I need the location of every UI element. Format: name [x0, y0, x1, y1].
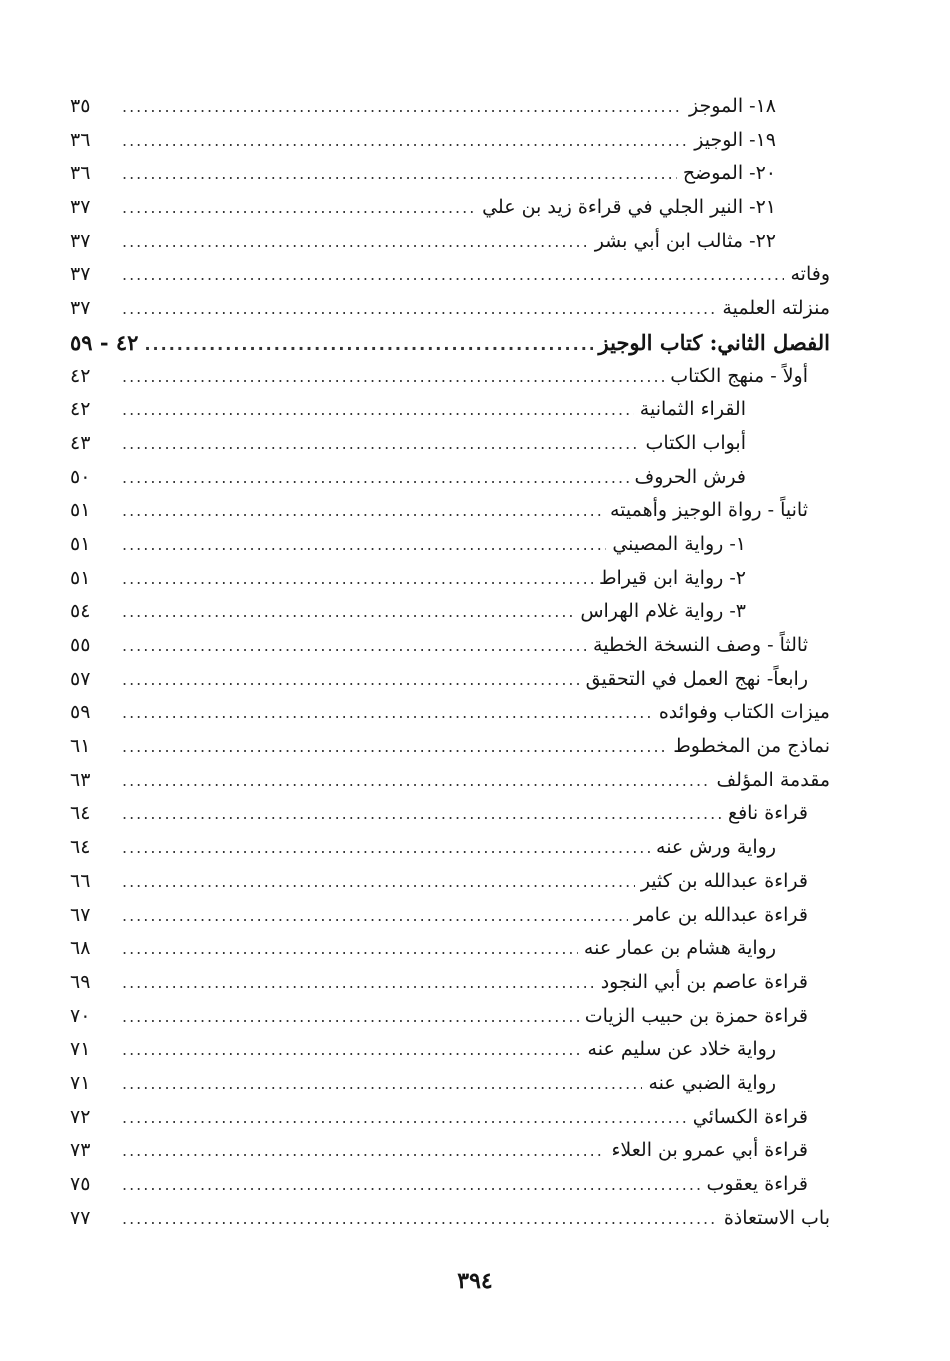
- dot-leader: [122, 427, 639, 461]
- dot-leader: [122, 157, 677, 191]
- toc-entry: [70, 292, 830, 326]
- dot-leader: [122, 1033, 582, 1067]
- toc-entry-title: فرش الحروف: [634, 465, 746, 488]
- dot-leader: [122, 663, 580, 697]
- toc-entry: [70, 696, 830, 730]
- dot-leader: [122, 629, 587, 663]
- toc-chapter-heading: [70, 326, 830, 360]
- toc-entry-page: ٧٧: [70, 1206, 91, 1229]
- dot-leader: [122, 1101, 687, 1135]
- toc-entry-title: منزلته العلمية: [722, 297, 830, 320]
- toc-entry-title: الفصل الثاني: كتاب الوجيز: [598, 329, 830, 355]
- toc-entry: [70, 1000, 830, 1034]
- toc-entry: [70, 562, 830, 596]
- dot-leader: [122, 393, 634, 427]
- toc-entry-title: قراءة أبي عمرو بن العلاء: [611, 1139, 808, 1162]
- toc-entry-title: أبواب الكتاب: [645, 431, 746, 454]
- toc-entry: [70, 1033, 830, 1067]
- dot-leader: [122, 865, 635, 899]
- toc-entry: [70, 360, 830, 394]
- toc-entry-title: ٢٢- مثالب ابن أبي بشر: [594, 229, 776, 252]
- toc-entry-page: ٥٥: [70, 634, 91, 656]
- toc-entry-page: ٣٧: [70, 263, 91, 286]
- table-of-contents: [70, 90, 830, 1235]
- dot-leader: [122, 191, 476, 225]
- toc-entry-title: ٢٠- الموضح: [682, 162, 776, 185]
- dot-leader: [122, 258, 784, 292]
- toc-entry: [70, 494, 830, 528]
- dot-leader: [122, 730, 667, 764]
- toc-entry-page: ٥٧: [70, 667, 91, 690]
- toc-entry-title: قراءة عبدالله بن كثير: [640, 869, 808, 892]
- toc-entry-page: ٦٤: [70, 802, 91, 825]
- toc-entry: [70, 90, 830, 124]
- dot-leader: [122, 1067, 642, 1101]
- toc-entry: [70, 865, 830, 899]
- toc-entry: [70, 730, 830, 764]
- toc-entry-page: ٣٧: [70, 297, 91, 320]
- toc-entry-title: رواية خلاد عن سليم عنه: [587, 1038, 776, 1061]
- toc-entry-title: قراءة يعقوب: [706, 1173, 808, 1195]
- toc-entry: [70, 663, 830, 697]
- toc-entry-page: ٥١: [70, 566, 91, 589]
- toc-entry: [70, 124, 830, 158]
- toc-entry-page: ٣٥: [70, 95, 91, 117]
- toc-entry-page: ٣٦: [70, 162, 91, 185]
- page-number: ٣٩٤: [457, 1268, 493, 1294]
- toc-entry-page: ٥٠: [70, 465, 91, 488]
- dot-leader: [122, 764, 711, 798]
- toc-entry-page: ٥١: [70, 532, 91, 555]
- toc-entry-title: قراءة الكسائي: [692, 1105, 808, 1128]
- toc-entry-page: ٦٦: [70, 869, 91, 892]
- dot-leader: [122, 932, 578, 966]
- toc-entry-page: ٥٤: [70, 600, 91, 623]
- dot-leader: [122, 595, 574, 629]
- toc-entry-page: ٧١: [70, 1038, 91, 1061]
- toc-entry-title: ١٩- الوجيز: [694, 128, 776, 151]
- dot-leader: [122, 90, 683, 124]
- toc-entry-page: ٦٧: [70, 903, 91, 926]
- dot-leader: [122, 225, 589, 259]
- toc-entry-title: قراءة عبدالله بن عامر: [634, 903, 808, 926]
- toc-entry-title: ١٨- الموجز: [689, 95, 776, 117]
- toc-entry: [70, 1202, 830, 1236]
- toc-entry-page: ٦١: [70, 735, 91, 758]
- toc-entry-title: رواية الضبي عنه: [648, 1071, 776, 1094]
- dot-leader: [122, 360, 664, 394]
- toc-entry: [70, 595, 830, 629]
- toc-entry: [70, 393, 830, 427]
- dot-leader: [122, 966, 595, 1000]
- toc-entry: [70, 528, 830, 562]
- toc-entry-page: ٧٣: [70, 1139, 91, 1162]
- toc-entry-page: ٧٠: [70, 1004, 91, 1027]
- toc-entry: [70, 157, 830, 191]
- toc-entry: [70, 1168, 830, 1202]
- toc-entry-page: ٣٧: [70, 229, 91, 252]
- toc-entry-title: نماذج من المخطوط: [673, 735, 830, 758]
- toc-entry-page: ٧٥: [70, 1173, 91, 1195]
- toc-entry: [70, 932, 830, 966]
- toc-entry: [70, 258, 830, 292]
- dot-leader: [122, 696, 653, 730]
- toc-entry-page: ٥١: [70, 499, 91, 522]
- toc-entry-title: وفاته: [790, 263, 830, 286]
- toc-entry: [70, 461, 830, 495]
- toc-entry-page: ٤٢ - ٥٩: [70, 329, 139, 355]
- toc-entry-page: ٤٢: [70, 398, 91, 421]
- toc-entry-page: ٦٣: [70, 768, 91, 791]
- dot-leader: [122, 797, 722, 831]
- dot-leader: [122, 899, 628, 933]
- toc-entry-page: ٦٤: [70, 836, 91, 859]
- toc-entry-page: ٦٨: [70, 937, 91, 960]
- toc-entry-title: ميزات الكتاب وفوائده: [658, 701, 830, 724]
- toc-entry-title: ثانياً - رواة الوجيز وأهميته: [609, 499, 808, 522]
- toc-entry-title: ٢- رواية ابن قيراط: [598, 566, 746, 589]
- toc-entry-page: ٦٩: [70, 970, 91, 993]
- toc-entry-page: ٤٣: [70, 431, 91, 454]
- toc-entry-title: رواية هشام بن عمار عنه: [583, 937, 776, 960]
- dot-leader: [122, 494, 604, 528]
- toc-entry: [70, 225, 830, 259]
- dot-leader: [122, 461, 629, 495]
- toc-entry: [70, 797, 830, 831]
- toc-entry-page: ٣٦: [70, 128, 91, 151]
- toc-entry: [70, 191, 830, 225]
- toc-entry-title: مقدمة المؤلف: [716, 768, 830, 791]
- toc-entry-title: قراءة عاصم بن أبي النجود: [600, 970, 808, 993]
- dot-leader: [122, 528, 606, 562]
- toc-entry-page: ٧٢: [70, 1105, 91, 1128]
- toc-entry-page: ٤٢: [70, 364, 91, 387]
- toc-entry: [70, 629, 830, 663]
- toc-entry-title: ١- رواية المصيني: [612, 532, 746, 555]
- toc-entry-title: أولاً - منهج الكتاب: [670, 364, 808, 387]
- dot-leader: [122, 124, 688, 158]
- dot-leader: [122, 562, 593, 596]
- dot-leader: [122, 1000, 579, 1034]
- dot-leader: [122, 1202, 718, 1236]
- dot-leader: [144, 328, 592, 362]
- dot-leader: [122, 292, 716, 326]
- toc-entry: [70, 1067, 830, 1101]
- toc-entry: [70, 1134, 830, 1168]
- toc-entry: [70, 831, 830, 865]
- toc-entry-page: ٥٩: [70, 701, 91, 724]
- dot-leader: [122, 1168, 700, 1202]
- dot-leader: [122, 831, 650, 865]
- toc-entry-title: قراءة حمزة بن حبيب الزيات: [584, 1004, 808, 1027]
- toc-entry-title: باب الاستعاذة: [723, 1206, 830, 1229]
- toc-entry-page: ٣٧: [70, 196, 91, 219]
- toc-entry-page: ٧١: [70, 1071, 91, 1094]
- toc-entry-title: ٣- رواية غلام الهراس: [580, 600, 746, 623]
- toc-entry-title: رواية ورش عنه: [656, 836, 776, 859]
- dot-leader: [122, 1134, 605, 1168]
- toc-entry: [70, 1101, 830, 1135]
- toc-entry-title: ٢١- النير الجلي في قراءة زيد بن علي: [482, 196, 776, 219]
- toc-entry: [70, 966, 830, 1000]
- toc-entry: [70, 427, 830, 461]
- toc-entry-title: ثالثاً - وصف النسخة الخطية: [593, 634, 808, 656]
- toc-entry-title: القراء الثمانية: [639, 398, 746, 421]
- toc-entry: [70, 764, 830, 798]
- toc-entry-title: قراءة نافع: [727, 802, 808, 825]
- toc-entry-title: رابعاً- نهج العمل في التحقيق: [585, 667, 808, 690]
- toc-entry: [70, 899, 830, 933]
